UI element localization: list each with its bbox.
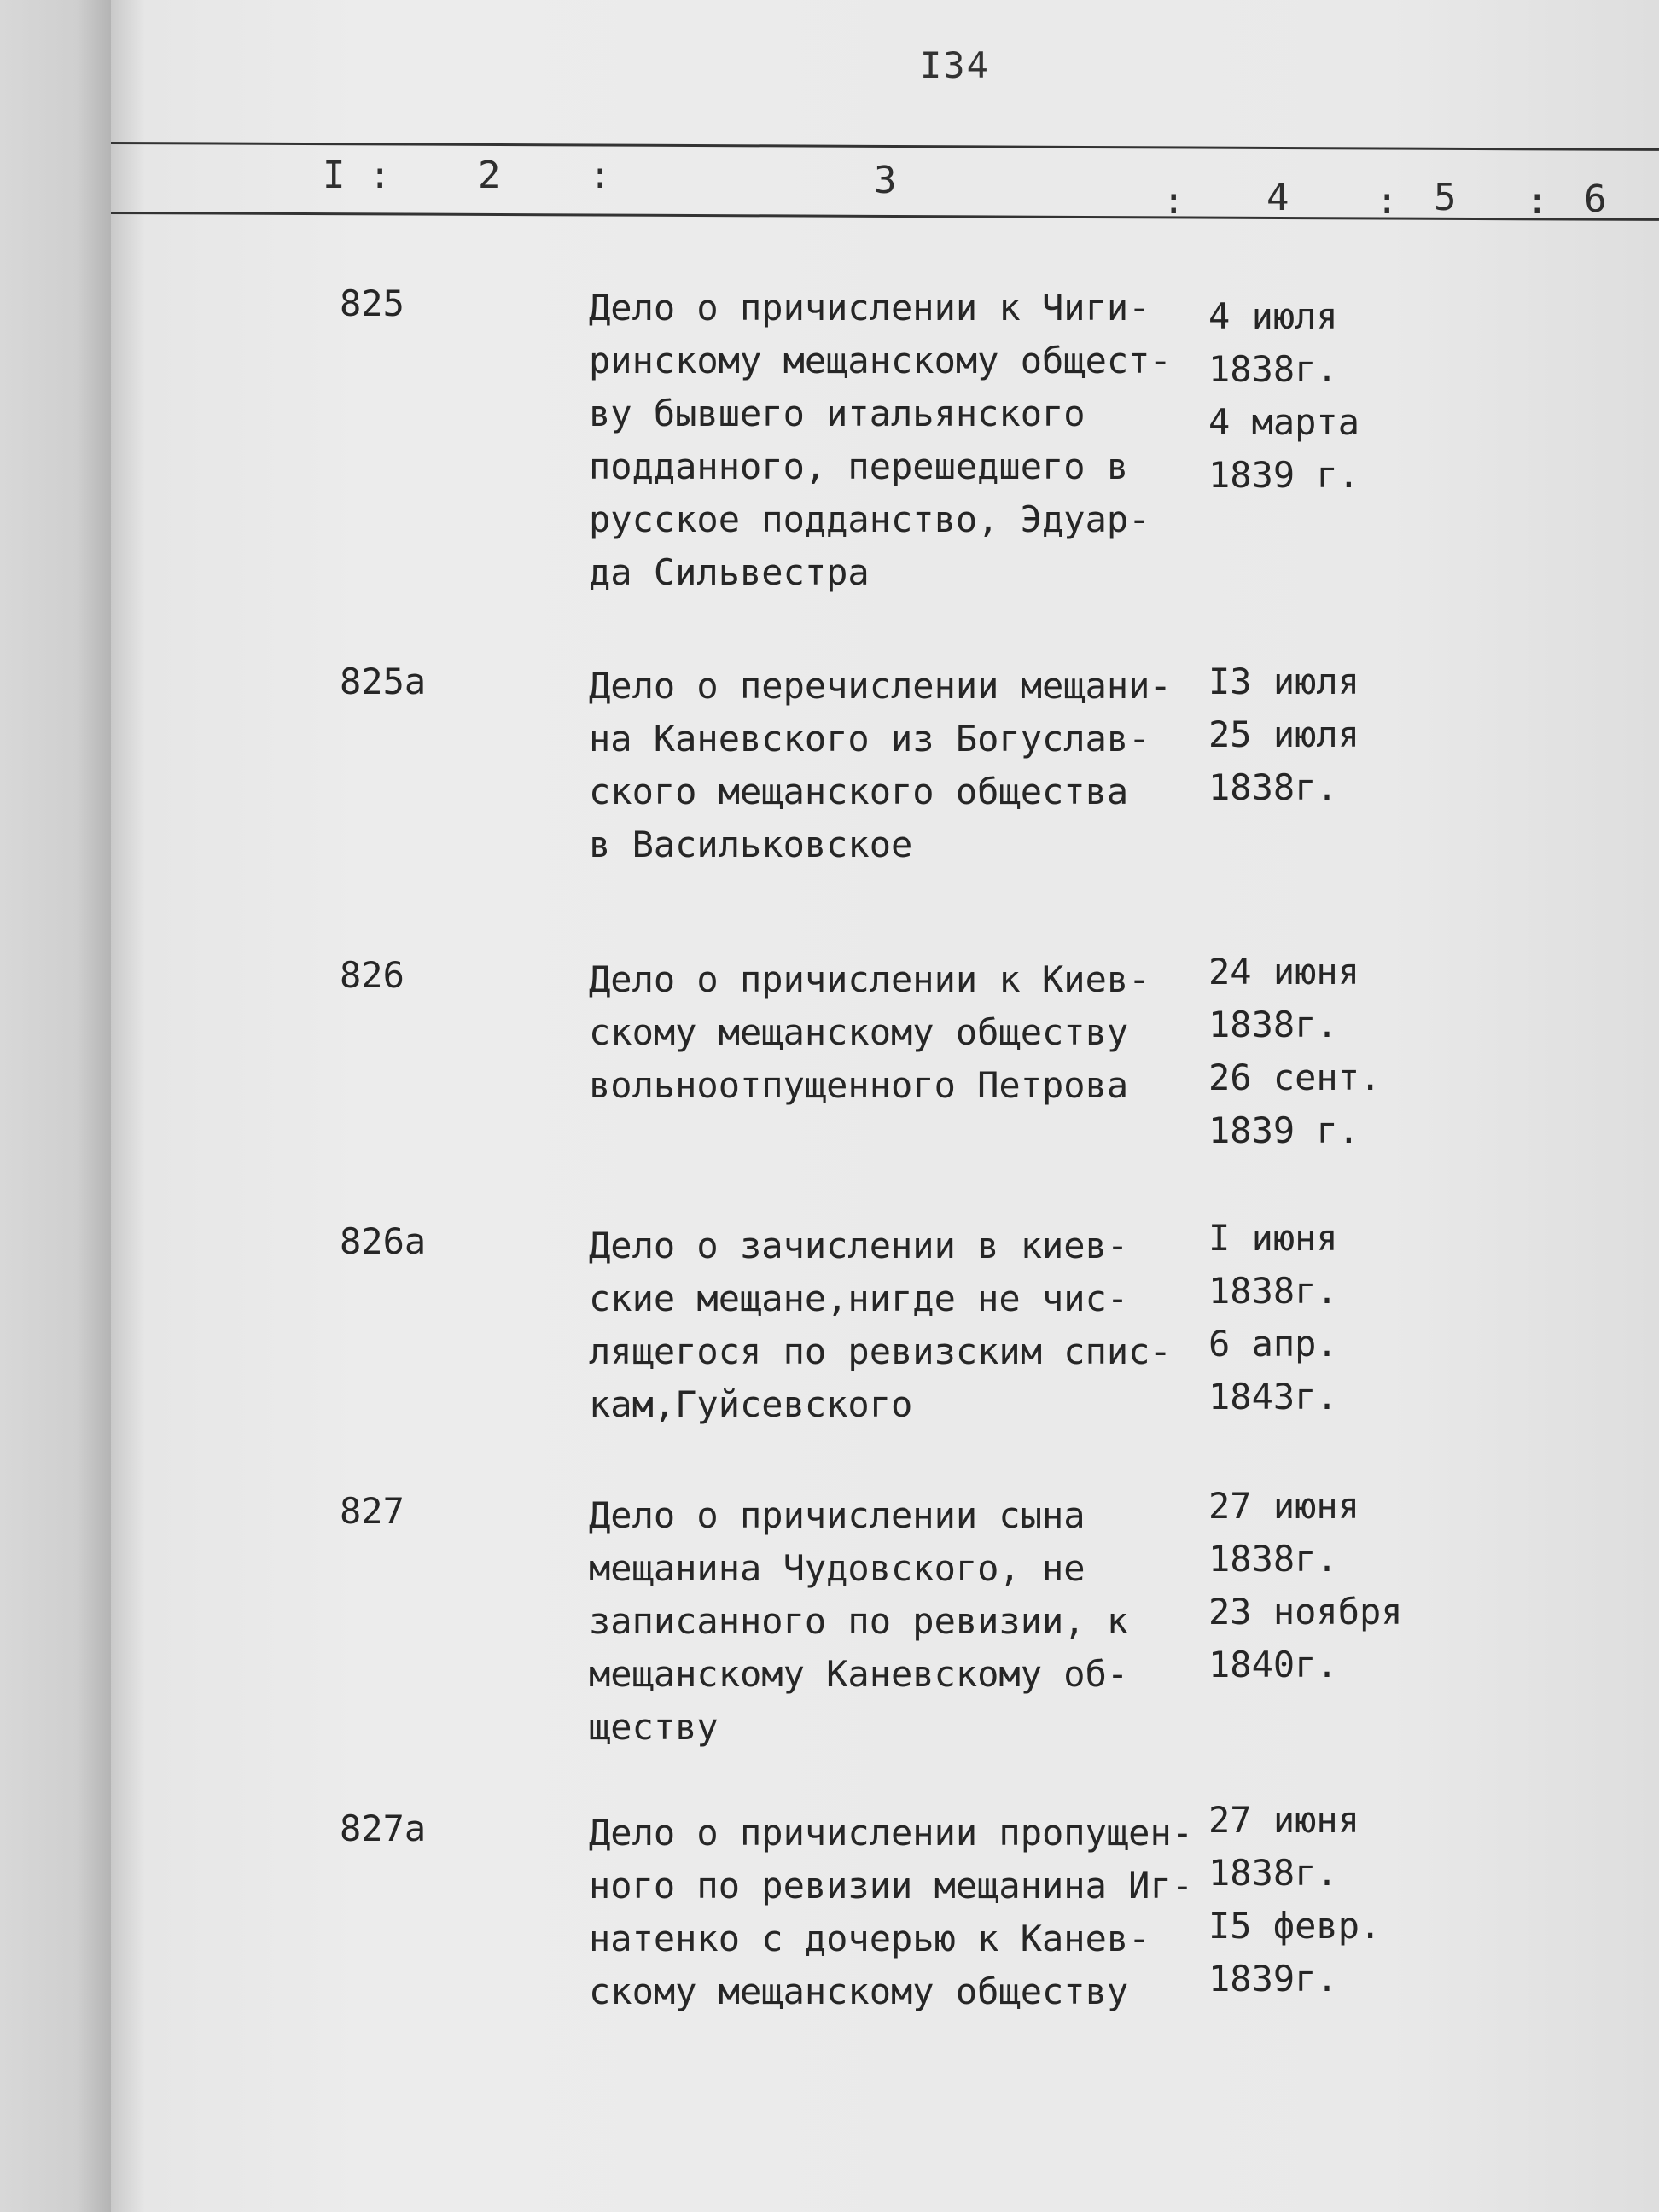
description-line: скому мещанскому обществу [589, 1011, 1129, 1053]
date-line: 1840г. [1208, 1644, 1338, 1685]
date-line: I5 февр. [1208, 1905, 1382, 1947]
date-line: 1838г. [1208, 1004, 1338, 1045]
column-separator: : [369, 154, 392, 197]
description-line: ские мещане,нигде не чис- [589, 1278, 1129, 1319]
description-line: Дело о зачислении в киев- [589, 1225, 1129, 1266]
entry-dates [1208, 1212, 1338, 1423]
entry-number: 825 [340, 282, 405, 324]
description-line: в Васильковское [589, 824, 913, 865]
date-line: 1839г. [1208, 1958, 1338, 2000]
date-line: I3 июля [1208, 661, 1360, 702]
entry-number: 826 [340, 954, 405, 996]
date-line: 6 апр. [1208, 1323, 1338, 1365]
description-line: вольноотпущенного Петрова [589, 1064, 1129, 1106]
description-line: записанного по ревизии, к [589, 1600, 1129, 1642]
entry-number: 825а [340, 661, 427, 702]
date-line: 24 июня [1208, 951, 1360, 992]
description-line: русское подданство, Эдуар- [589, 498, 1150, 540]
description-line: на Каневского из Богуслав- [589, 718, 1150, 760]
description-line: Дело о причислении к Киев- [589, 958, 1150, 1000]
date-line: 4 июля [1208, 295, 1338, 337]
column-separator: : [589, 154, 612, 197]
entry-number: 826а [340, 1220, 427, 1262]
date-line: 1838г. [1208, 766, 1338, 808]
entry-dates [1208, 1480, 1403, 1691]
date-line: 1838г. [1208, 1852, 1338, 1894]
description-line: ву бывшего итальянского [589, 393, 1086, 434]
entry-description [589, 953, 1150, 1112]
entry-dates [1208, 1794, 1381, 2005]
date-line: 27 июня [1208, 1799, 1360, 1841]
column-separator: : [1376, 179, 1399, 223]
date-line: 1839 г. [1208, 1109, 1360, 1151]
date-line: 27 июня [1208, 1485, 1360, 1527]
description-line: ринскому мещанскому общест- [589, 340, 1172, 381]
date-line: 1838г. [1208, 1270, 1338, 1312]
date-line: 26 сент. [1208, 1057, 1382, 1098]
column-number: 6 [1584, 178, 1607, 221]
entry-number: 827а [340, 1807, 427, 1849]
description-line: лящегося по ревизским спис- [589, 1330, 1172, 1372]
column-separator: : [1162, 179, 1185, 223]
description-line: мещанскому Каневскому об- [589, 1653, 1129, 1695]
entry-description [589, 1807, 1193, 2018]
description-line: ного по ревизии мещанина Иг- [589, 1865, 1194, 1906]
description-line: скому мещанскому обществу [589, 1970, 1129, 2012]
entry-description [589, 1489, 1128, 1754]
description-line: да Сильвестра [589, 551, 870, 593]
entry-number: 827 [340, 1490, 405, 1532]
description-line: натенко с дочерью к Канев- [589, 1918, 1150, 1959]
left-margin [0, 0, 111, 2212]
description-line: кам,Гуйсевского [589, 1383, 913, 1425]
date-line: 25 июля [1208, 713, 1360, 755]
description-line: ществу [589, 1706, 719, 1748]
description-line: подданного, перешедшего в [589, 445, 1129, 487]
entry-dates [1208, 946, 1381, 1157]
date-line: 1839 г. [1208, 454, 1360, 496]
column-number: 3 [874, 159, 897, 202]
description-line: ского мещанского общества [589, 771, 1129, 812]
date-line: 4 марта [1208, 401, 1360, 443]
column-separator: : [1526, 179, 1549, 223]
date-line: I июня [1208, 1217, 1338, 1259]
entry-description [589, 660, 1172, 871]
date-line: 1843г. [1208, 1376, 1338, 1417]
column-number: 4 [1266, 176, 1289, 219]
description-line: Дело о причислении сына [589, 1494, 1086, 1536]
column-number: 5 [1434, 176, 1457, 219]
date-line: 23 ноября [1208, 1591, 1403, 1633]
description-line: Дело о перечислении мещани- [589, 665, 1172, 707]
entry-description [589, 1220, 1172, 1431]
column-number: 2 [478, 154, 501, 197]
description-line: мещанина Чудовского, не [589, 1547, 1086, 1589]
date-line: 1838г. [1208, 348, 1338, 390]
page-number: I34 [920, 44, 990, 86]
entry-description [589, 282, 1172, 599]
column-number: I [323, 154, 346, 197]
description-line: Дело о причислении к Чиги- [589, 287, 1150, 329]
description-line: Дело о причислении пропущен- [589, 1812, 1194, 1854]
entry-dates [1208, 655, 1359, 814]
entry-dates [1208, 290, 1359, 502]
date-line: 1838г. [1208, 1538, 1338, 1580]
